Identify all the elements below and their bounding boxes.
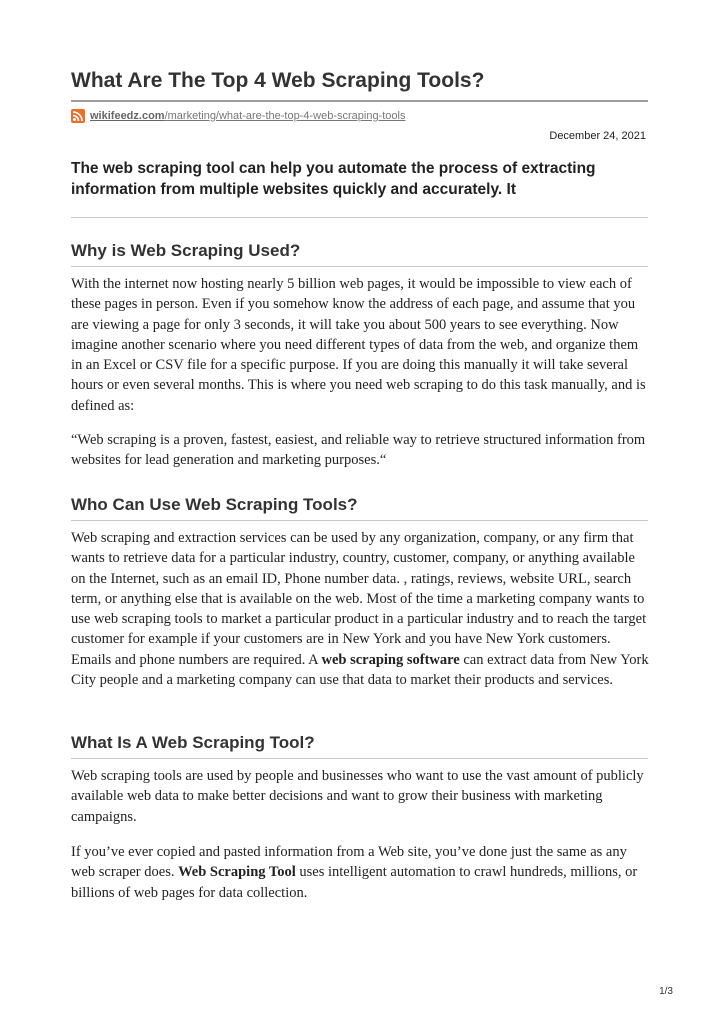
section-paragraph bbox=[71, 528, 649, 690]
section-quote: “Web scraping is a proven, fastest, easiest, and reliable way to retrieve structured information from websites for lead generation and marketing purposes.“ bbox=[71, 432, 646, 469]
rss-icon bbox=[71, 109, 85, 123]
section-paragraph: With the internet now hosting nearly 5 billion web pages, it would be impossible to view each of these pages in person. Even if you somehow know the address of each page, and assume that you are viewing a page for only 3 seconds, it will take you about 500 years to see everything. Now imagine another scenario where you need different types of data from the web, and organize them in an Excel or CSV file for a specific purpose. If you are doing this manually it will take several hours or even several months. This is where you need web scraping to do this task manually, and is defined as: bbox=[71, 276, 646, 414]
paragraph-bold-term: Web Scraping Tool bbox=[178, 864, 296, 881]
section-paragraph bbox=[71, 842, 649, 903]
publish-date: December 24, 2021 bbox=[549, 130, 646, 142]
lede-divider bbox=[71, 217, 648, 218]
paragraph-text: Web scraping and extraction services can be used by any organization, company, or any firm that wants to retrieve data for a particular industry, country, customer, company, or anything available on the Internet, such as an email ID, Phone number data. , ratings, reviews, website URL, search term, or anything else that is available on the web. Most of the time a marketing company wants to use web scraping tools to market a particular product in a particular industry and to reach the target customer for example if your customers are in New York and you have New York customers. Emails and phone numbers are required. A bbox=[71, 530, 647, 668]
article-lede: The web scraping tool can help you automate the process of extracting information from multiple websites quickly and accurately. It bbox=[71, 160, 596, 198]
paragraph-text: If you’ve ever copied and pasted information from a Web site, you’ve done just the same as any web scraper does. bbox=[71, 844, 627, 881]
section-heading-what: What Is A Web Scraping Tool? bbox=[71, 733, 315, 752]
paragraph-text: can extract data from New York City people and a marketing company can use that data to market their products and services. bbox=[71, 651, 649, 689]
section-heading-who: Who Can Use Web Scraping Tools? bbox=[71, 495, 358, 514]
section-divider bbox=[71, 758, 648, 759]
source-path[interactable]: /marketing/what-are-the-top-4-web-scraping-tools bbox=[164, 110, 406, 122]
section-heading-why: Why is Web Scraping Used? bbox=[71, 241, 301, 260]
paragraph-text: uses intelligent automation to crawl hundreds, millions, or billions of web pages for data collection. bbox=[71, 864, 638, 901]
section-paragraph: Web scraping tools are used by people and businesses who want to use the vast amount of publicly available web data to make better decisions and want to grow their business with marketing campaigns. bbox=[71, 768, 644, 825]
source-link[interactable] bbox=[71, 108, 405, 124]
section-divider bbox=[71, 266, 648, 267]
title-divider bbox=[71, 100, 648, 102]
paragraph-bold-term: web scraping software bbox=[321, 651, 460, 668]
section-divider bbox=[71, 520, 648, 521]
article-title: What Are The Top 4 Web Scraping Tools? bbox=[71, 69, 485, 92]
page-number: 1/3 bbox=[659, 986, 673, 997]
source-domain[interactable]: wikifeedz.com bbox=[90, 110, 165, 122]
